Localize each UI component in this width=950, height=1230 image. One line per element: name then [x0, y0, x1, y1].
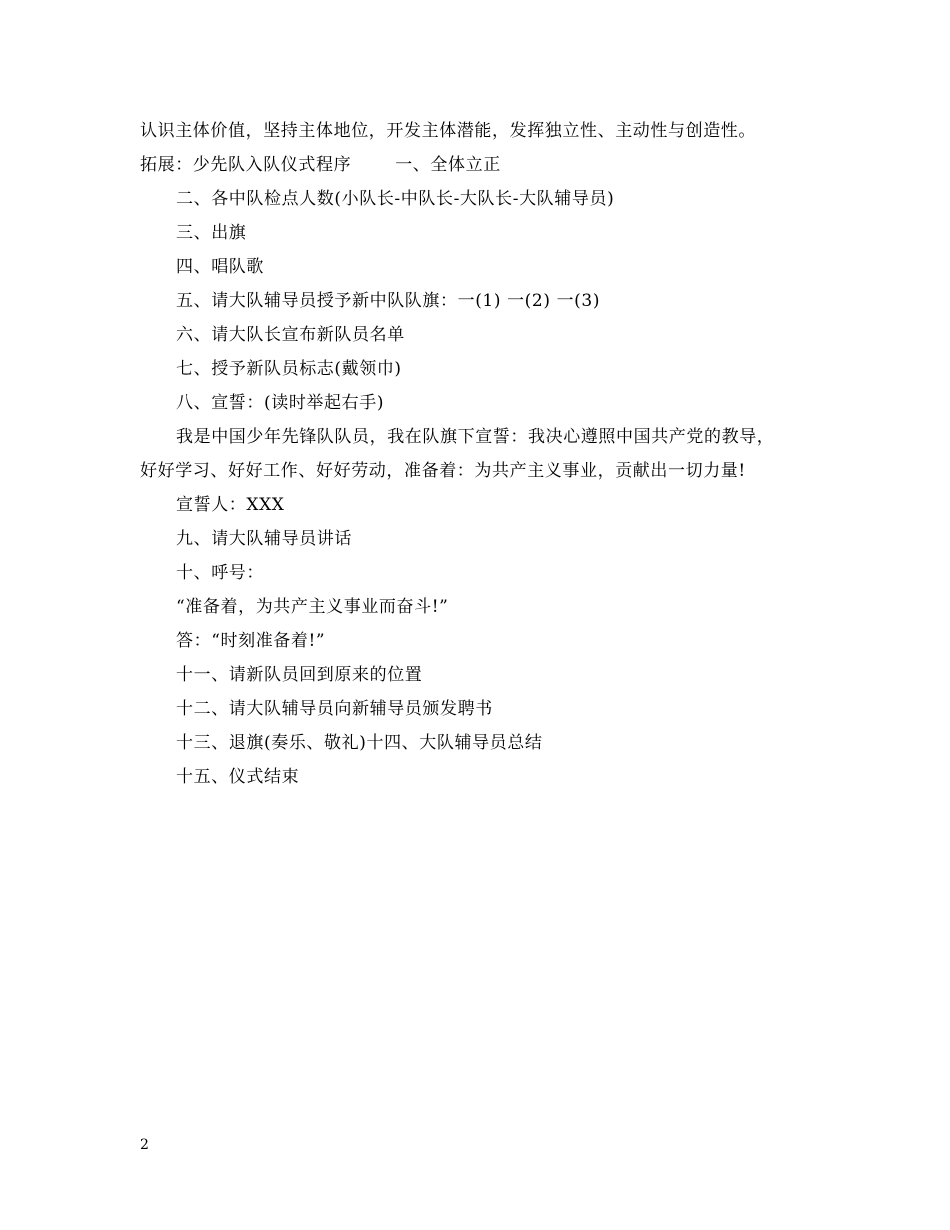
extension-line: [140, 148, 810, 182]
ceremony-step: 七、授予新队员标志(戴领巾): [176, 359, 402, 379]
slogan-response: 答：“时刻准备着!”: [176, 631, 326, 651]
oath-signer: 宣誓人：XXX: [176, 495, 285, 515]
ceremony-step: 一、全体立正: [395, 155, 501, 175]
extension-label: 拓展：少先队入队仪式程序: [140, 155, 352, 175]
ceremony-step: 三、出旗: [176, 223, 247, 243]
document-body: [140, 114, 810, 794]
page-number: 2: [140, 1137, 149, 1153]
oath-text-continued: 好好学习、好好工作、好好劳动，准备着：为共产主义事业，贡献出一切力量!: [140, 461, 746, 481]
ceremony-step: 十一、请新队员回到原来的位置: [176, 665, 423, 685]
ceremony-step: 十五、仪式结束: [176, 767, 300, 787]
ceremony-step: 二、各中队检点人数(小队长-中队长-大队长-大队辅导员): [176, 189, 615, 209]
paragraph-line: 认识主体价值，坚持主体地位，开发主体潜能，发挥独立性、主动性与创造性。: [140, 121, 756, 141]
slogan-call: “准备着，为共产主义事业而奋斗!”: [176, 597, 449, 617]
oath-text: 我是中国少年先锋队队员，我在队旗下宣誓：我决心遵照中国共产党的教导，: [176, 427, 775, 447]
ceremony-step: 六、请大队长宣布新队员名单: [176, 325, 405, 345]
ceremony-step: 十三、退旗(奏乐、敬礼)十四、大队辅导员总结: [176, 733, 543, 753]
ceremony-step: 九、请大队辅导员讲话: [176, 529, 352, 549]
ceremony-step: 五、请大队辅导员授予新中队队旗：一(1) 一(2) 一(3): [176, 291, 601, 311]
ceremony-step: 十、呼号：: [176, 563, 264, 583]
ceremony-step: 四、唱队歌: [176, 257, 264, 277]
ceremony-step: 八、宣誓：(读时举起右手): [176, 393, 385, 413]
ceremony-step: 十二、请大队辅导员向新辅导员颁发聘书: [176, 699, 493, 719]
